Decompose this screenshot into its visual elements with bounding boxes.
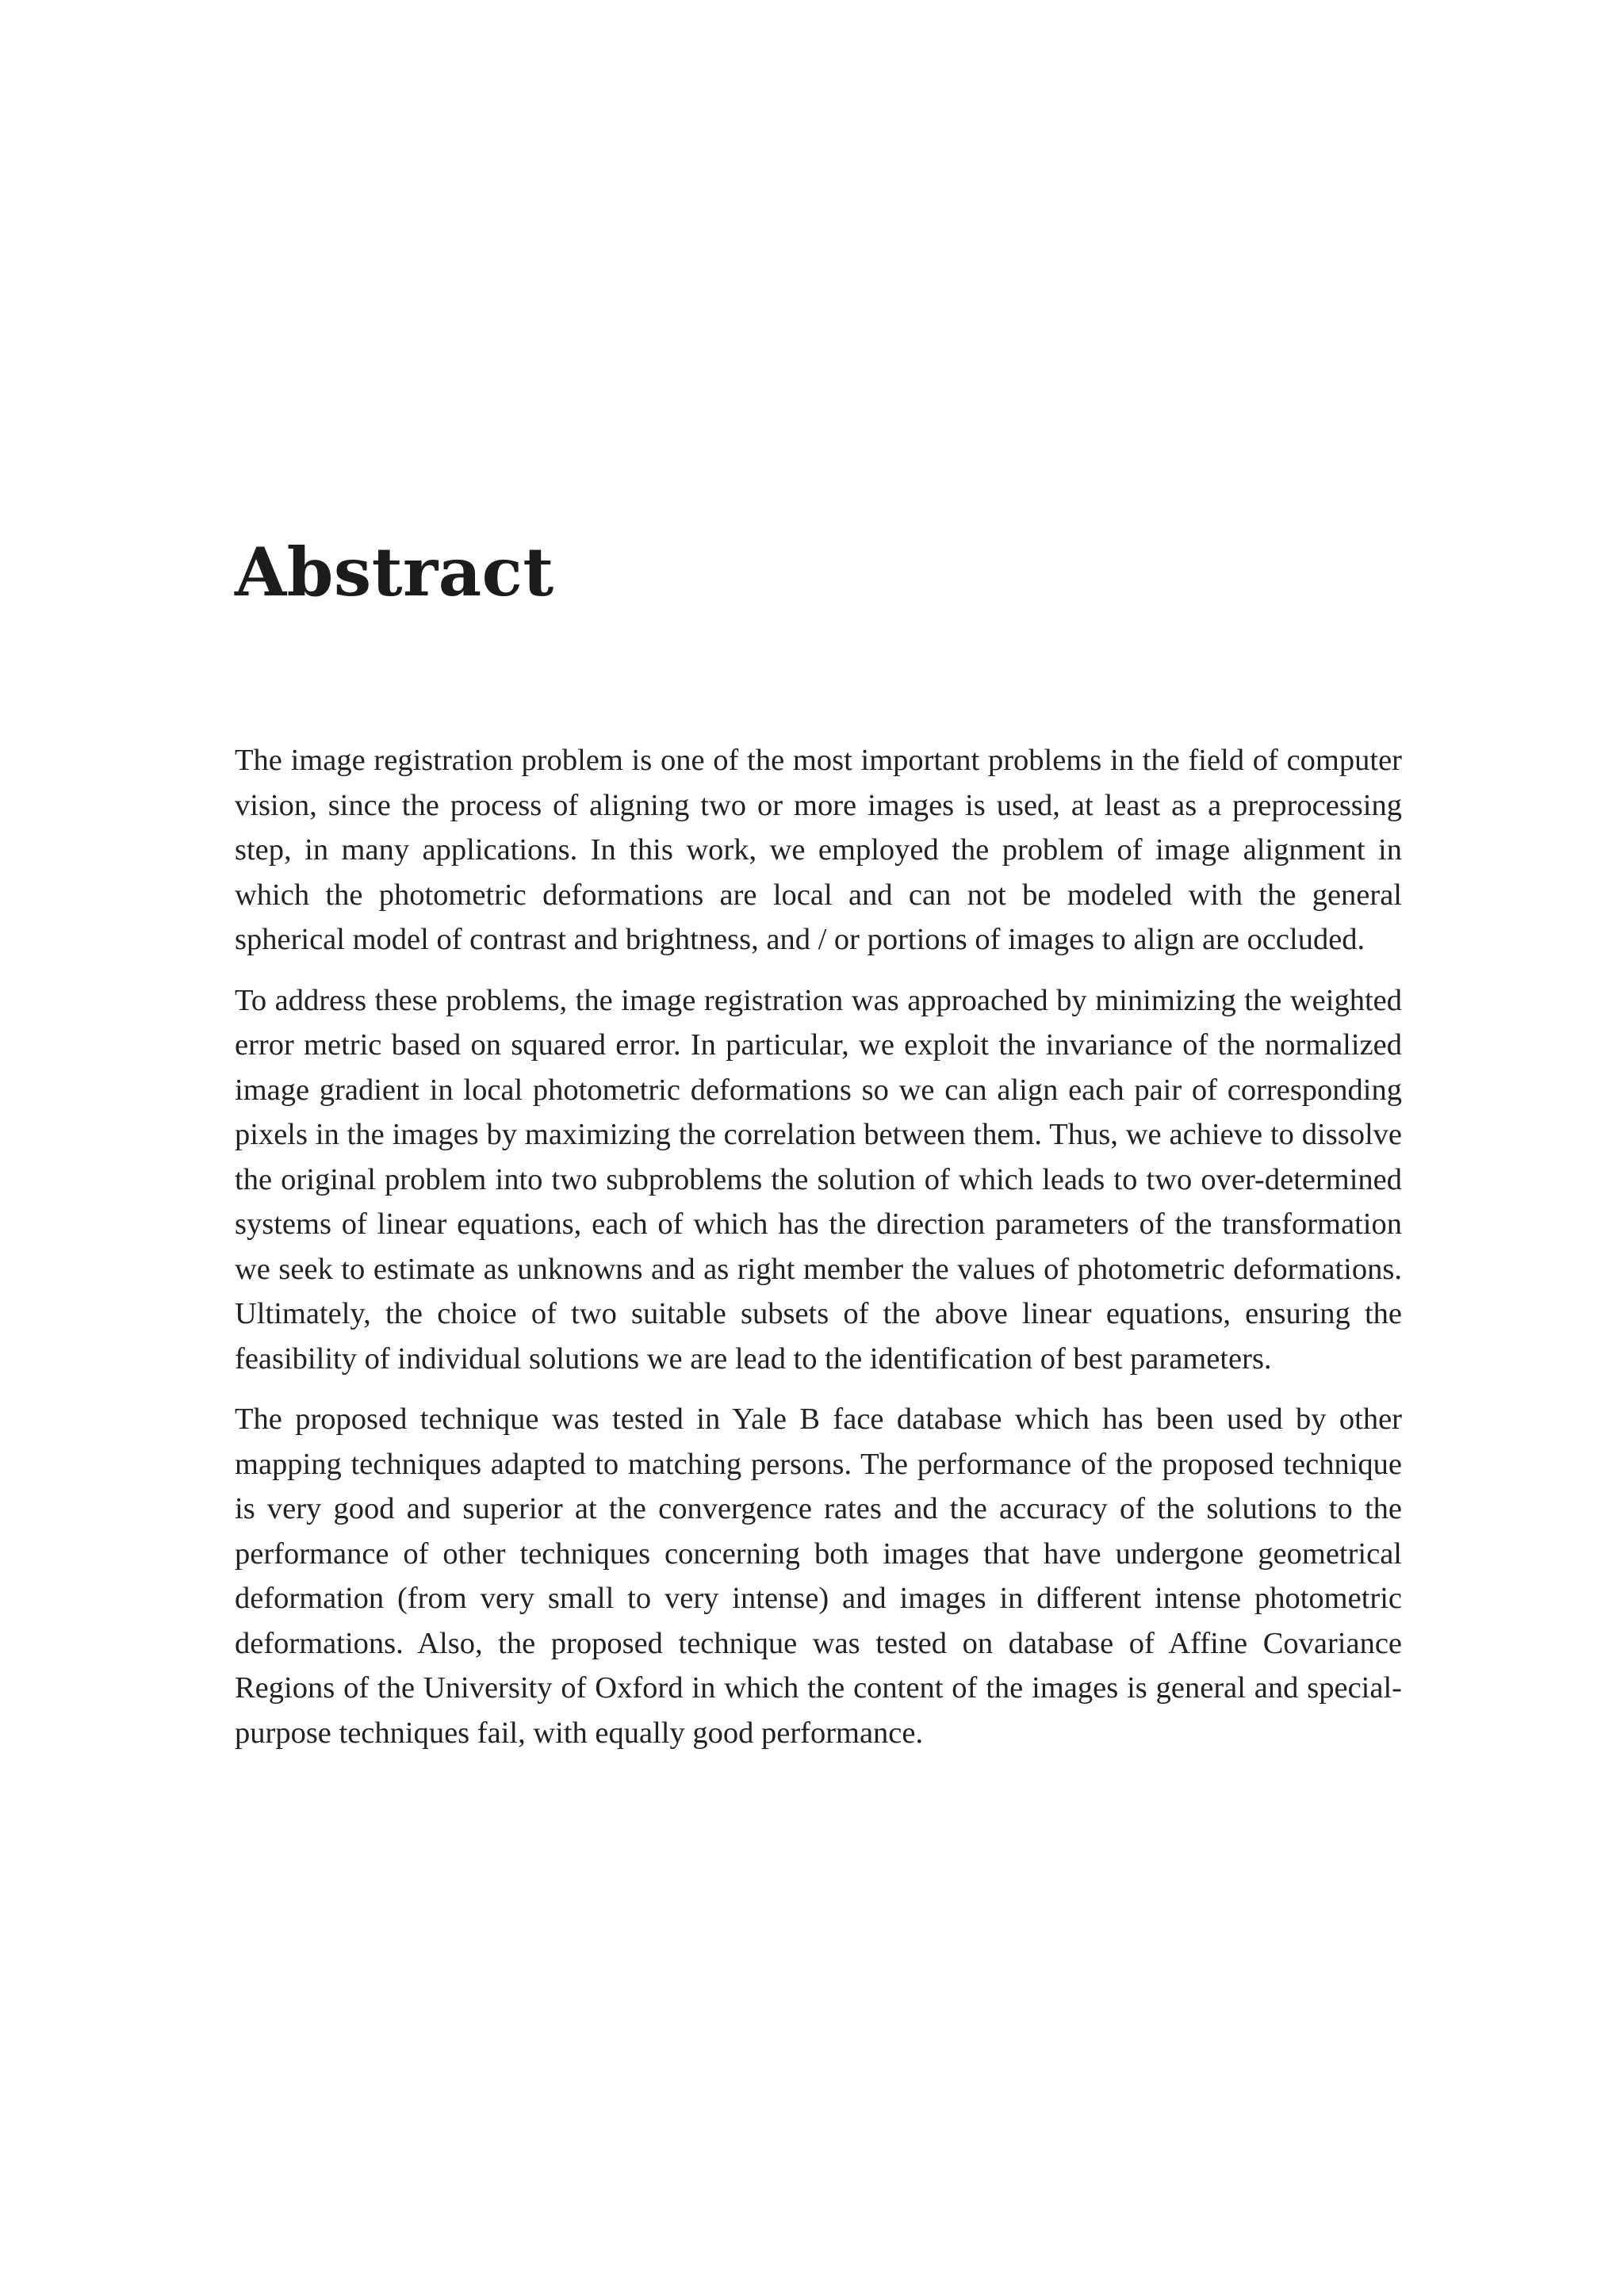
abstract-body: [235, 738, 1402, 1771]
abstract-paragraph-1: The image registration problem is one of the most important problems in the field of computer vision, since the process of aligning two or more images is used, at least as a preprocessing step, in many applications. In this work, we employed the problem of image alignment in which the photometric deformations are local and can not be modeled with the general spherical model of contrast and brightness, and / or portions of images to align are occluded.: [235, 744, 1402, 956]
abstract-heading: Abstract: [235, 533, 554, 611]
abstract-paragraph-2: To address these problems, the image registration was approached by minimizing the weighted error metric based on squared error. In particular, we exploit the invariance of the normalized image gradient in local photometric deformations so we can align each pair of corresponding pixels in the images by maximizing the correlation between them. Thus, we achieve to dissolve the original problem into two subproblems the solution of which leads to two over-determined systems of linear equations, each of which has the direction parameters of the transformation we seek to estimate as unknowns and as right member the values of photometric deformations. Ultimately, the choice of two suitable subsets of the above linear equations, ensuring the feasibility of individual solutions we are lead to the identification of best parameters.: [235, 983, 1402, 1376]
abstract-paragraph-3: The proposed technique was tested in Yale B face database which has been used by other mapping techniques adapted to matching persons. The performance of the proposed technique is very good and superior at the convergence rates and the accuracy of the solutions to the performance of other techniques concerning both images that have undergone geometrical deformation (from very small to very intense) and images in different intense photometric deformations. Also, the proposed technique was tested on database of Affine Covariance Regions of the University of Oxford in which the content of the images is general and special-purpose techniques fail, with equally good performance.: [235, 1402, 1402, 1750]
